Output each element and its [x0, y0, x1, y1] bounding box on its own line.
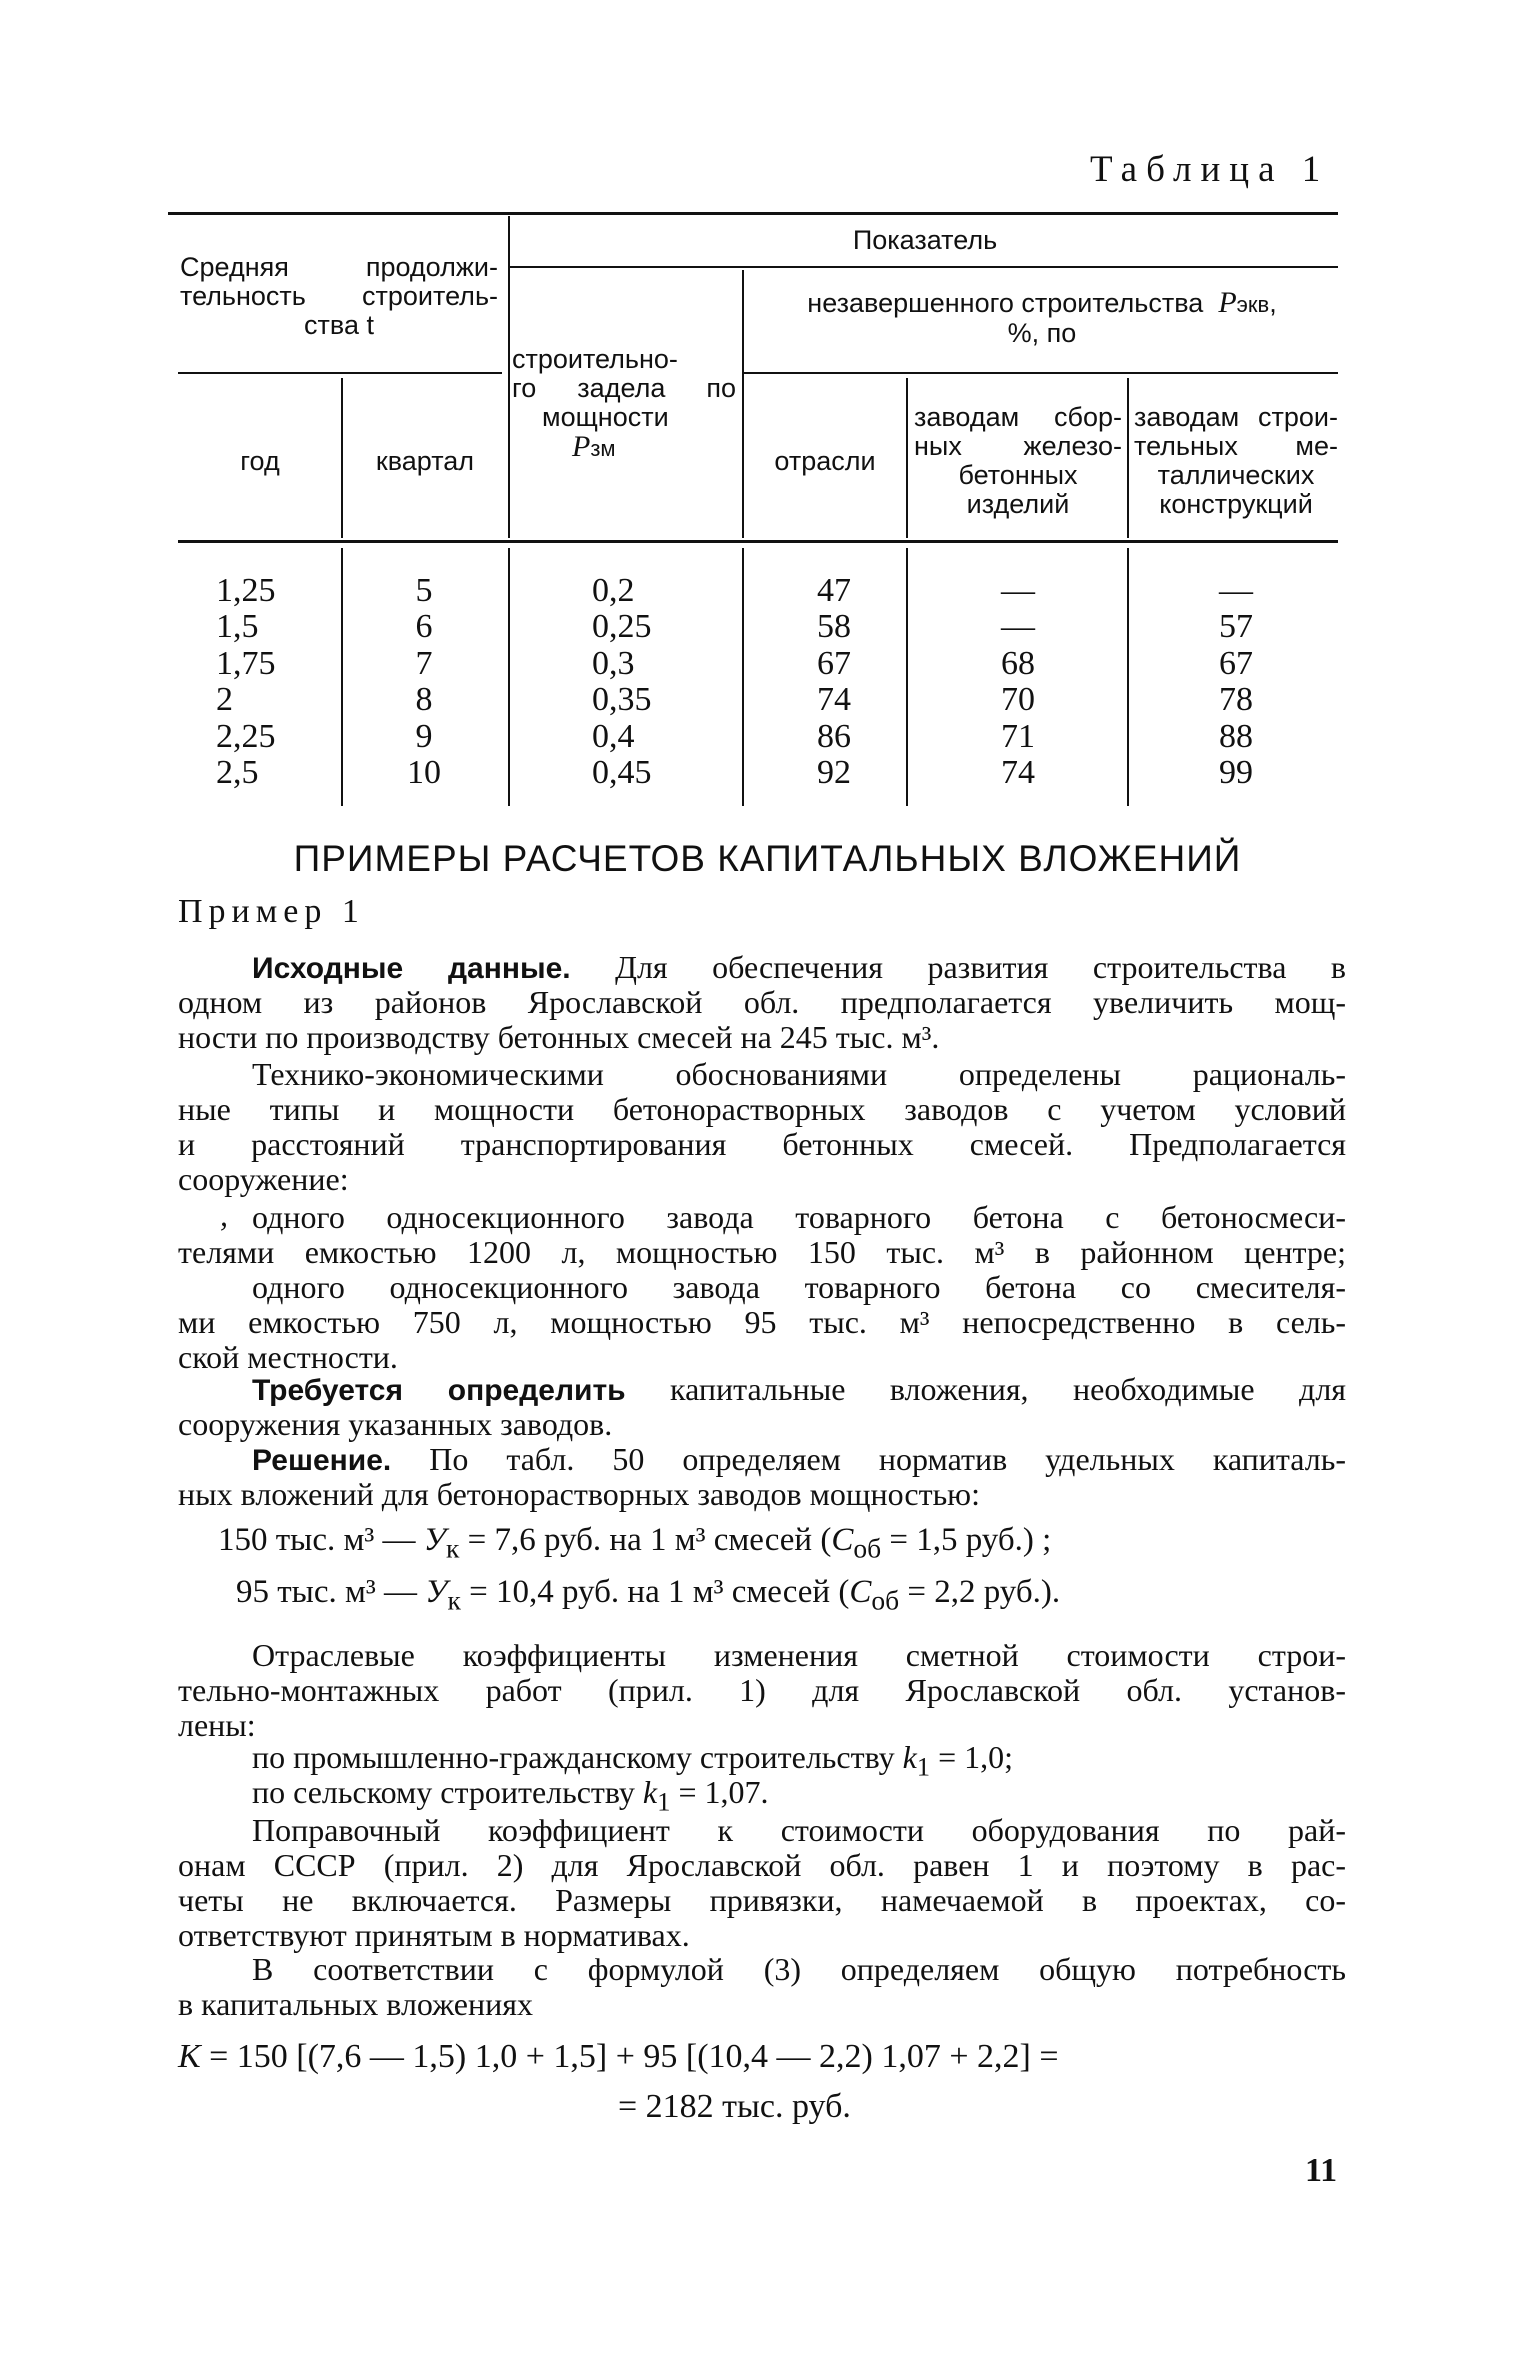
- column-years: [216, 573, 326, 791]
- table-cell: 10: [407, 754, 441, 792]
- column-metal: [1196, 573, 1276, 791]
- vrule-4-body: [906, 548, 908, 806]
- vrule-5-body: [1127, 548, 1129, 806]
- table-cell: 88: [1219, 717, 1253, 755]
- bold-lead: Решение.: [252, 1444, 392, 1477]
- example-title: Пример 1: [178, 893, 365, 930]
- formula-specific-investment-95: 95 тыс. м³ — $У_к = 10,4$ руб. на 1 м³ смесей ($С_{об} = 2,2$ руб.).: [236, 1574, 1061, 1616]
- header-construction-backlog: строительно- го задела по мощности Pзм: [512, 344, 736, 463]
- table-cell: 5: [415, 572, 433, 609]
- table-cell: 2: [216, 681, 233, 719]
- table-cell: 1,75: [216, 644, 276, 682]
- indicator-rule: [508, 266, 1338, 268]
- table-cell: 74: [1001, 754, 1035, 792]
- section-title: ПРИМЕРЫ РАСЧЕТОВ КАПИТАЛЬНЫХ ВЛОЖЕНИЙ: [293, 838, 1242, 879]
- table-cell: 86: [817, 717, 851, 755]
- formula-total-investment-line1: К = 150 [(7,6 — 1,5) 1,0 + 1,5] + 95 [(10,4 — 2,2) 1,07 + 2,2] =: [178, 2038, 1059, 2075]
- column-quarters: [384, 573, 464, 791]
- vrule-1-body: [341, 548, 343, 806]
- table-cell: —: [1001, 608, 1035, 646]
- vrule-2: [508, 216, 510, 538]
- table-cell: 0,45: [592, 754, 652, 792]
- paragraph-requirement: Требуется определить капитальные вложения, необходимые для сооружения указанных заводов.: [178, 1371, 1347, 1442]
- table-cell: 71: [1001, 717, 1035, 755]
- vrule-3-body: [742, 548, 744, 806]
- table-cell: 67: [817, 644, 851, 682]
- paragraph-source-data: Исходные данные. Для обеспечения развития строительства в одном из районов Ярославской обл. предполагается увеличить мощ- ности по производству бетонных смесей на 245 тыс. м³.: [178, 949, 1347, 1055]
- symbol-p: P: [572, 430, 591, 463]
- data-table: [0, 0, 1535, 830]
- table-cell: —: [1219, 572, 1253, 609]
- table-cell: 68: [1001, 644, 1035, 682]
- vrule-4: [906, 378, 908, 538]
- table-caption: Таблица 1: [1090, 149, 1330, 190]
- table-cell: 70: [1001, 681, 1035, 719]
- header-duration: Средняя продолжи- тельность строитель- ства t: [180, 252, 498, 340]
- header-precast-plants: заводам сбор- ных железо- бетонных изделий: [914, 402, 1122, 519]
- header-year: год: [240, 446, 280, 476]
- column-precast: [978, 573, 1058, 791]
- table-top-rule: [168, 212, 1338, 215]
- table-cell: 78: [1219, 681, 1253, 719]
- bold-lead: Требуется определить: [252, 1374, 626, 1407]
- header-bottom-rule: [178, 540, 1338, 543]
- table-cell: —: [1001, 572, 1035, 609]
- table-cell: 57: [1219, 608, 1253, 646]
- header-unfinished: незавершенного строительства Pэкв, %, по: [807, 286, 1277, 348]
- header-metal-plants: заводам строи- тельных ме- таллических конструкций: [1134, 402, 1338, 519]
- paragraph-plant-one: , одного односекционного завода товарного бетона с бетоносмеси- телями емкостью 1200 л, мощностью 150 тыс. м³ в районном центре;: [178, 1197, 1346, 1270]
- table-cell: 47: [817, 572, 851, 609]
- table-cell: 0,4: [592, 717, 635, 755]
- table-cell: 74: [817, 681, 851, 719]
- vrule-2-body: [508, 548, 510, 806]
- table-cell: 2,25: [216, 717, 276, 755]
- table-cell: 1,5: [216, 608, 259, 646]
- table-cell: 0,2: [592, 572, 635, 609]
- vrule-1: [341, 378, 343, 538]
- paragraph-feasibility: Технико-экономическими обоснованиями определены рациональ- ные типы и мощности бетонорастворных заводов с учетом условий и расстояний транспортирования бетонных смесей. Предполагается сооружение:: [178, 1056, 1346, 1197]
- stray-mark: ,: [220, 1197, 228, 1233]
- table-cell: 58: [817, 608, 851, 646]
- table-cell: 2,5: [216, 754, 259, 792]
- table-cell: 0,25: [592, 608, 652, 646]
- vrule-3: [742, 270, 744, 538]
- bold-lead: Исходные данные.: [252, 952, 571, 985]
- table-cell: 9: [415, 717, 433, 755]
- header-industry: отрасли: [774, 446, 876, 476]
- unfinished-rule: [742, 372, 1338, 374]
- table-cell: 0,3: [592, 644, 635, 682]
- paragraph-coefficients: Отраслевые коэффициенты изменения сметной стоимости строи- тельно-монтажных работ (прил. 1) для Ярославской обл. установ- лены:: [178, 1637, 1346, 1743]
- table-cell: 7: [415, 644, 433, 682]
- header-quarter: квартал: [375, 446, 475, 476]
- paragraph-total-investment: В соответствии с формулой (3) определяем общую потребность в капитальных вложениях: [178, 1951, 1346, 2022]
- paragraph-equipment-coefficient: Поправочный коэффициент к стоимости оборудования по рай- онам СССР (прил. 2) для Ярославской обл. равен 1 и поэтому в рас- четы не включается. Размеры привязки, намечаемой в проектах, со- ответствуют принятым в нормативах.: [178, 1812, 1346, 1953]
- table-cell: 92: [817, 754, 851, 792]
- formula-specific-investment-150: 150 тыс. м³ — $У_к = 7,6$ руб. на 1 м³ смесей ($С_{об} = 1,5$ руб.) ;: [218, 1522, 1052, 1564]
- table-cell: 0,35: [592, 681, 652, 719]
- formula-total-investment-line2: = 2182 тыс. руб.: [618, 2088, 851, 2125]
- table-cell: 67: [1219, 644, 1253, 682]
- column-backlog: [592, 573, 712, 791]
- header-indicator: Показатель: [852, 225, 998, 255]
- symbol-p: P: [1218, 286, 1237, 319]
- table-cell: 6: [415, 608, 433, 646]
- paragraph-coefficient-values: по промышленно-гражданскому строительству $k_1 = 1,0$; по сельскому строительству $k_1 = 1,07$.: [252, 1739, 1014, 1817]
- duration-rule: [178, 372, 502, 374]
- paragraph-solution: Решение. По табл. 50 определяем норматив удельных капиталь- ных вложений для бетонорастворных заводов мощностью:: [178, 1441, 1347, 1512]
- paragraph-plant-two: одного односекционного завода товарного бетона со смесителя- ми емкостью 750 л, мощностью 95 тыс. м³ непосредственно в сель- ской местности.: [178, 1269, 1346, 1375]
- table-cell: 99: [1219, 754, 1253, 792]
- column-industry: [794, 573, 874, 791]
- vrule-5: [1127, 378, 1129, 538]
- table-cell: 8: [415, 681, 433, 719]
- page-number: 11: [1305, 2152, 1338, 2189]
- table-cell: 1,25: [216, 572, 276, 609]
